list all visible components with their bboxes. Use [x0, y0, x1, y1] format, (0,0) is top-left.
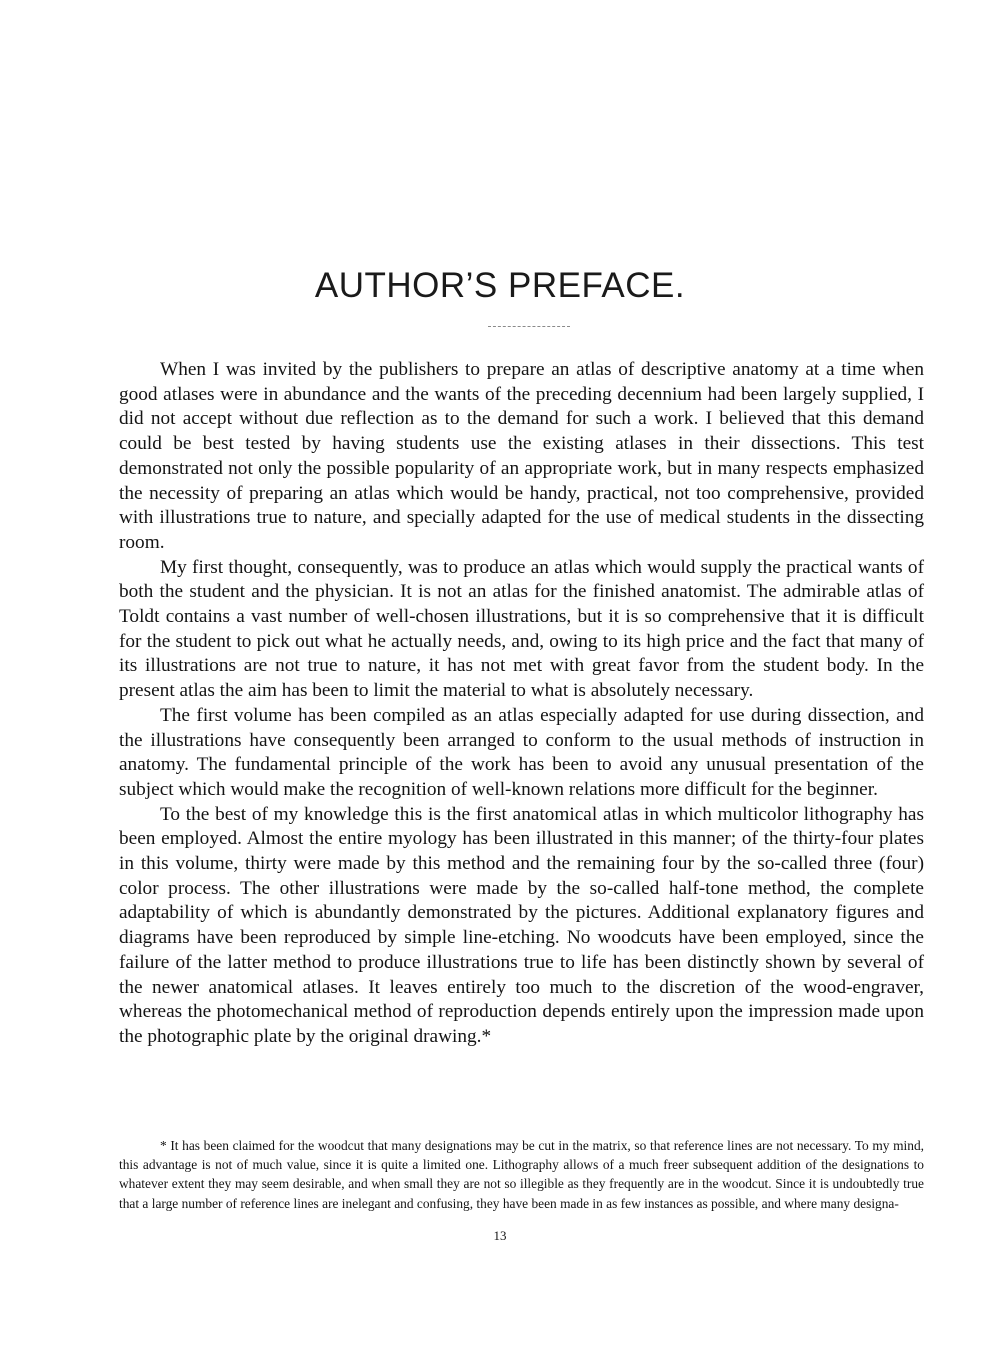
footnote: * It has been claimed for the woodcut that many designations may be cut in the matrix, so that reference lines are not necessary. To my mind, this advantage is not of much value, since it is quite a limited one. Lithography allows of a much freer subsequent addition of the designations to whatever extent they may seem desirable, and when small they are not so illegible as they frequently are in the woodcut. Since it is undoubtedly true that a large number of reference lines are inelegant and confusing, they have been made in as few instances as possible, and where many designa-	[119, 1138, 924, 1211]
paragraph: My first thought, consequently, was to produce an atlas which would supply the practical wants of both the student and the physician. It is not an atlas for the finished anatomist. The admirable atlas of Toldt contains a vast number of well-chosen illustrations, but it is so comprehensive that it is difficult for the student to pick out what he actually needs, and, owing to its high price and the fact that many of its illustrations are not true to nature, it has not met with great favor from the student body. In the present atlas the aim has been to limit the material to what is absolutely necessary.	[119, 556, 924, 702]
paragraph: The first volume has been compiled as an atlas especially adapted for use during dissection, and the illustrations have consequently been arranged to conform to the usual methods of instruction in anatomy. The fundamental principle of the work has been to avoid any unusual presentation of the subject which would make the recognition of well-known relations more difficult for the beginner.	[119, 704, 924, 800]
paragraph: To the best of my knowledge this is the first anatomical atlas in which multicolor lithography has been employed. Almost the entire myology has been illustrated in this manner; of the thirty-four plates in this volume, thirty were made by this method and the remaining four by the so-called three (four) color process. The other illustrations were made by the so-called half-tone method, the complete adaptability of which is abundantly demonstrated by the pictures. Additional explanatory figures and diagrams have been reproduced by simple line-etching. No woodcuts have been employed, since the failure of the latter method to produce illustrations true to life has been distinctly shown by several of the newer anatomical atlases. It leaves entirely too much to the discretion of the wood-engraver, whereas the photomechanical method of reproduction depends entirely upon the impression made upon the photographic plate by the original drawing.*	[119, 803, 924, 1047]
title-divider	[488, 326, 570, 327]
page-number: 13	[493, 1228, 507, 1243]
preface-body	[119, 358, 924, 1050]
paragraph: When I was invited by the publishers to prepare an atlas of descriptive anatomy at a time when good atlases were in abundance and the wants of the preceding decennium had been largely supplied, I did not accept without due reflection as to the demand for such a work. I believed that this demand could be best tested by having students use the existing atlases in their dissections. This test demonstrated not only the possible popularity of an appropriate work, but in many respects emphasized the necessity of preparing an atlas which would be handy, practical, not too comprehensive, provided with illustrations true to nature, and specially adapted for the use of medical students in the dissecting room.	[119, 359, 924, 553]
page-title: AUTHOR’S PREFACE.	[314, 266, 686, 305]
